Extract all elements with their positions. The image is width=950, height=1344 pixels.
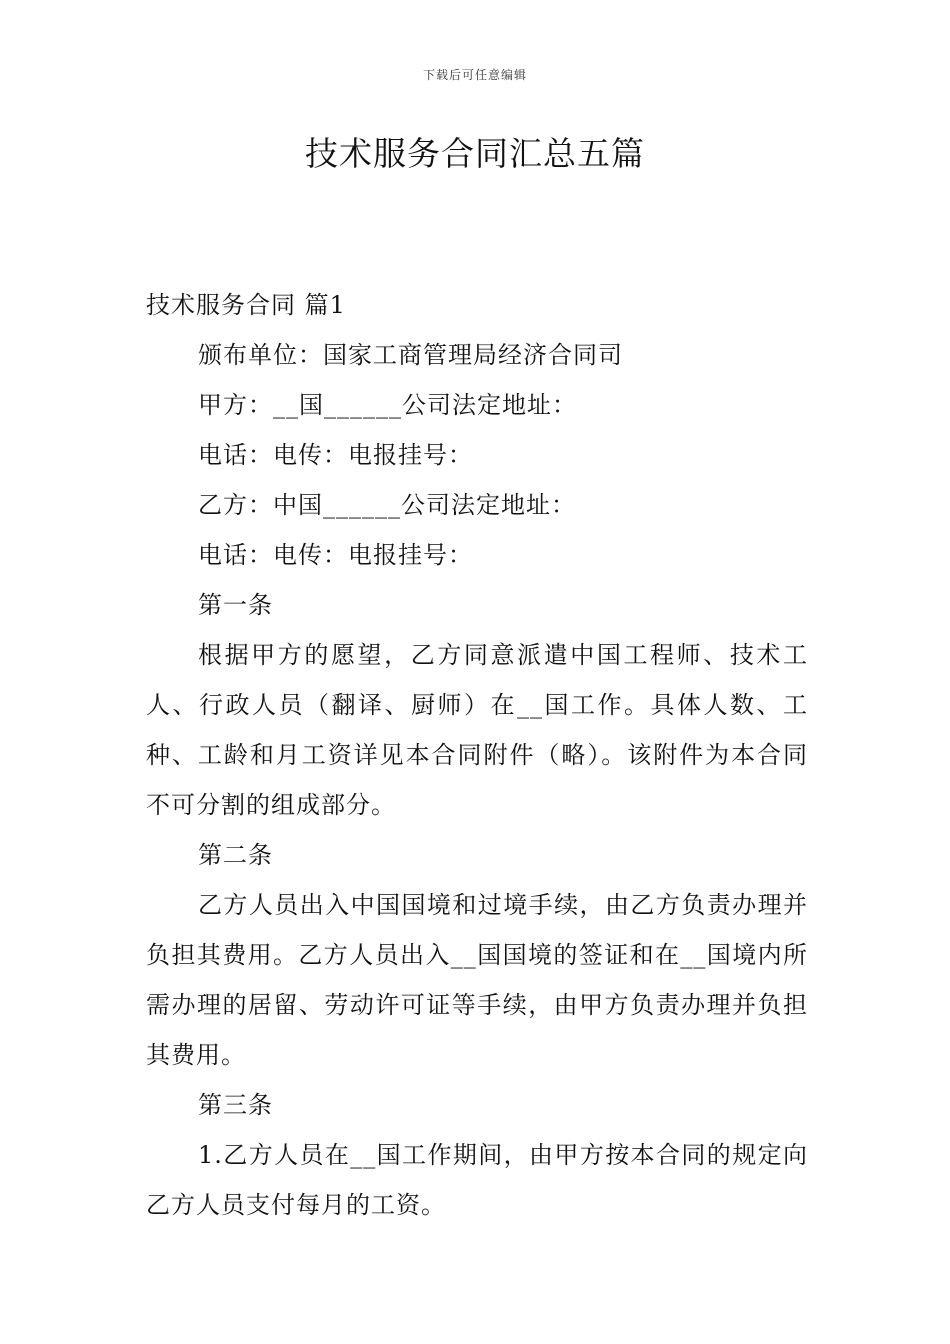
header-note: 下载后可任意编辑 [422, 68, 527, 82]
document-body [146, 280, 808, 1230]
article-3-item-1: 1.乙方人员在__国工作期间，由甲方按本合同的规定向乙方人员支付每月的工资。 [146, 1141, 808, 1219]
party-a-line: 甲方：__国______公司法定地址： [198, 391, 577, 419]
article-2-body: 乙方人员出入中国国境和过境手续，由乙方负责办理并负担其费用。乙方人员出入__国国境的签证和在__国境内所需办理的居留、劳动许可证等手续，由甲方负责办理并负担其费用。 [146, 891, 808, 1069]
article-2-heading: 第二条 [198, 841, 273, 869]
party-b-contact-line: 电话：电传：电报挂号： [198, 541, 473, 569]
party-b-line: 乙方：中国______公司法定地址： [198, 491, 576, 519]
article-1-body: 根据甲方的愿望，乙方同意派遣中国工程师、技术工人、行政人员（翻译、厨师）在__国工作。具体人数、工种、工龄和月工资详见本合同附件（略）。该附件为本合同不可分割的组成部分。 [146, 641, 808, 819]
article-3-heading: 第三条 [198, 1091, 273, 1119]
document-title: 技术服务合同汇总五篇 [305, 134, 645, 173]
article-1-heading: 第一条 [198, 591, 273, 619]
section-heading: 技术服务合同 篇1 [146, 291, 346, 319]
party-a-contact-line: 电话：电传：电报挂号： [198, 441, 473, 469]
issuer-line: 颁布单位：国家工商管理局经济合同司 [198, 341, 623, 369]
